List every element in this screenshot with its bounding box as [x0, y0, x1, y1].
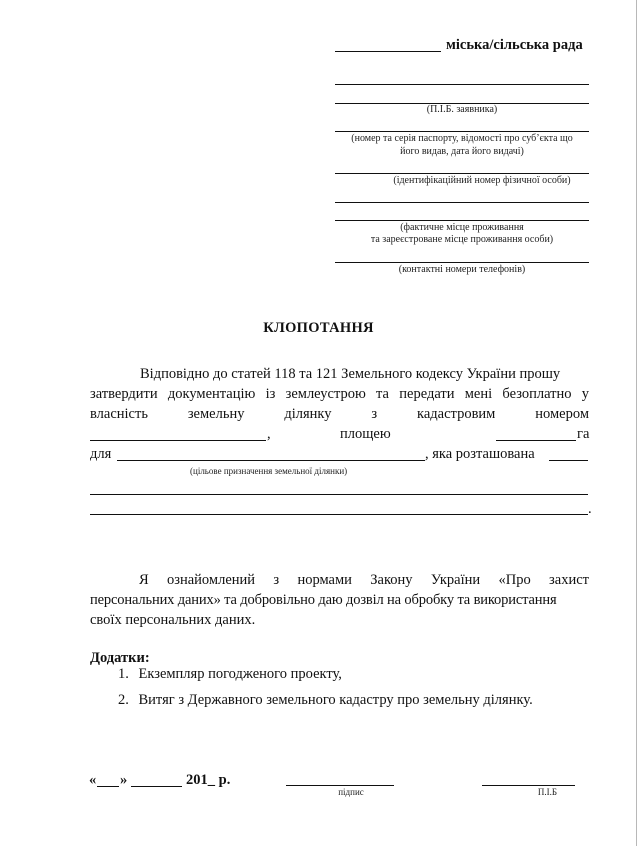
date-close-quote: » — [120, 772, 128, 788]
paragraph2-line1 — [139, 570, 589, 590]
list-text: Витяг з Державного земельного кадастру про земельну ділянку. — [138, 692, 533, 708]
word: документацію — [167, 386, 256, 402]
word: та — [376, 386, 389, 402]
list-number: 1. — [118, 666, 129, 682]
attachment-item-2 — [118, 690, 533, 710]
word: Я — [139, 572, 149, 588]
address-blank-1[interactable] — [335, 202, 589, 203]
council-label: міська/сільська рада — [446, 37, 583, 53]
area-unit: га — [577, 426, 590, 442]
cadastral-number-blank[interactable] — [90, 440, 266, 441]
date-open-quote: « — [89, 772, 97, 788]
address-blank-2[interactable] — [335, 220, 589, 221]
day-blank[interactable] — [97, 786, 119, 787]
list-number: 2. — [118, 692, 129, 708]
tax-id-blank[interactable] — [335, 173, 589, 174]
paragraph2-line2: персональних даних» та добровільно даю дозвіл на обробку та використання — [90, 592, 557, 608]
word: кадастровим — [417, 406, 496, 422]
purpose-blank[interactable] — [117, 460, 425, 461]
location-label: , яка розташована — [425, 446, 535, 462]
comma: , — [267, 426, 271, 442]
council-name-blank[interactable] — [335, 51, 441, 52]
purpose-caption: (цільове призначення земельної ділянки) — [190, 466, 348, 476]
purpose-prefix: для — [90, 446, 112, 462]
word: з — [371, 406, 378, 422]
word: України — [430, 572, 481, 588]
word: земельну — [187, 406, 245, 422]
phone-caption: (контактні номери телефонів) — [398, 264, 526, 275]
location-blank-inline[interactable] — [549, 460, 588, 461]
word: ділянку — [284, 406, 332, 422]
attachment-item-1 — [118, 664, 342, 684]
paragraph1-line3 — [90, 404, 589, 424]
word: затвердити — [90, 386, 158, 402]
paragraph1-line2 — [90, 384, 589, 404]
passport-blank[interactable] — [335, 131, 589, 132]
name-caption: П.І.Б — [537, 787, 558, 797]
passport-caption-line1: (номер та серія паспорту, відомості про суб’єкта що — [351, 133, 573, 144]
word: безоплатно — [502, 386, 572, 402]
word: нормами — [297, 572, 352, 588]
month-blank[interactable] — [131, 786, 182, 787]
word: передати — [399, 386, 455, 402]
word: мені — [464, 386, 493, 402]
paragraph1-line1: Відповідно до статей 118 та 121 Земельного кодексу України прошу — [140, 366, 561, 382]
address-caption-line1: (фактичне місце проживання — [400, 222, 524, 233]
end-period: . — [588, 501, 592, 517]
signature-caption: підпис — [338, 787, 364, 797]
address-caption-line2: та зареєстроване місце проживання особи) — [370, 234, 554, 245]
location-blank-1[interactable] — [90, 494, 588, 495]
applicant-name-caption: (П.І.Б. заявника) — [426, 104, 498, 115]
document-title: КЛОПОТАННЯ — [263, 320, 374, 336]
word: з — [273, 572, 280, 588]
word: у — [581, 386, 589, 402]
attachments-heading: Додатки: — [90, 650, 150, 666]
location-blank-2[interactable] — [90, 514, 588, 515]
word: із — [265, 386, 276, 402]
word: землеустрою — [285, 386, 366, 402]
list-text: Екземпляр погодженого проекту, — [138, 666, 342, 682]
word: Закону — [370, 572, 413, 588]
passport-caption-line2: його видав, дата його видачі) — [400, 146, 524, 157]
area-label: площею — [340, 426, 391, 442]
word: «Про — [498, 572, 531, 588]
word: захист — [549, 572, 589, 588]
applicant-name-blank-1[interactable] — [335, 84, 589, 85]
area-blank[interactable] — [496, 440, 576, 441]
year-label: 201_ р. — [186, 772, 231, 788]
word: власність — [90, 406, 148, 422]
phone-blank[interactable] — [335, 262, 589, 263]
word: номером — [535, 406, 589, 422]
tax-id-caption: (ідентифікаційний номер фізичної особи) — [393, 175, 571, 186]
word: ознайомлений — [167, 572, 256, 588]
paragraph2-line3: своїх персональних даних. — [90, 612, 256, 628]
